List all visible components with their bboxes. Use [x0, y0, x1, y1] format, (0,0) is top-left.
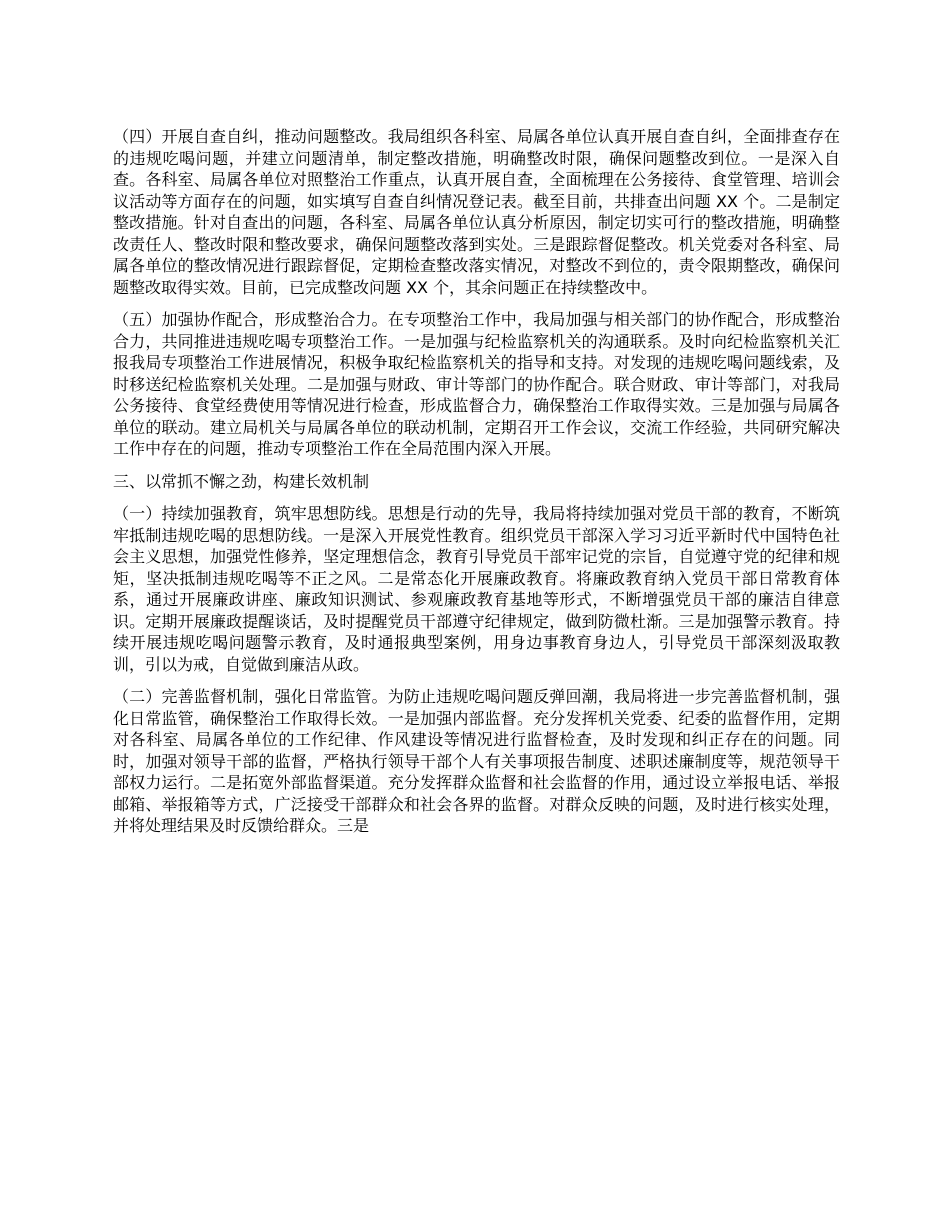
- paragraph-supervision: （二）完善监督机制，强化日常监管。为防止违规吃喝问题反弹回潮，我局将进一步完善监督机制，强化日常监管，确保整治工作取得长效。一是加强内部监督。充分发挥机关党委、纪委的监督作用，定期对各科室、局属各单位的工作纪律、作风建设等情况进行监督检查，及时发现和纠正存在的问题。同时，加强对领导干部的监督，严格执行领导干部个人有关事项报告制度、述职述廉制度等，规范领导干部权力运行。二是拓宽外部监督渠道。充分发挥群众监督和社会监督的作用，通过设立举报电话、举报邮箱、举报箱等方式，广泛接受干部群众和社会各界的监督。对群众反映的问题，及时进行核实处理，并将处理结果及时反馈给群众。三是: [113, 687, 840, 835]
- document-body: [113, 126, 840, 848]
- paragraph-education: （一）持续加强教育，筑牢思想防线。思想是行动的先导，我局将持续加强对党员干部的教育，不断筑牢抵制违规吃喝的思想防线。一是深入开展党性教育。组织党员干部深入学习习近平新时代中国特色社会主义思想，加强党性修养，坚定理想信念，教育引导党员干部牢记党的宗旨，自觉遵守党的纪律和规矩，坚决抵制违规吃喝等不正之风。二是常态化开展廉政教育。将廉政教育纳入党员干部日常教育体系，通过开展廉政讲座、廉政知识测试、参观廉政教育基地等形式，不断增强党员干部的廉洁自律意识。定期开展廉政提醒谈话，及时提醒党员干部遵守纪律规定，做到防微杜渐。三是加强警示教育。持续开展违规吃喝问题警示教育，及时通报典型案例，用身边事教育身边人，引导党员干部深刻汲取教训，引以为戒，自觉做到廉洁从政。: [113, 504, 840, 674]
- paragraph-cooperation: （五）加强协作配合，形成整治合力。在专项整治工作中，我局加强与相关部门的协作配合，形成整治合力，共同推进违规吃喝专项整治工作。一是加强与纪检监察机关的沟通联系。及时向纪检监察机关汇报我局专项整治工作进展情况，积极争取纪检监察机关的指导和支持。对发现的违规吃喝问题线索，及时移送纪检监察机关处理。二是加强与财政、审计等部门的协作配合。联合财政、审计等部门，对我局公务接待、食堂经费使用等情况进行检查，形成监督合力，确保整治工作取得实效。三是加强与局属各单位的联动。建立局机关与局属各单位的联动机制，定期召开工作会议，交流工作经验，共同研究解决工作中存在的问题，推动专项整治工作在全局范围内深入开展。: [113, 310, 840, 458]
- paragraph-self-inspection: （四）开展自查自纠，推动问题整改。我局组织各科室、局属各单位认真开展自查自纠，全面排查存在的违规吃喝问题，并建立问题清单，制定整改措施，明确整改时限，确保问题整改到位。一是深入自查。各科室、局属各单位对照整治工作重点，认真开展自查，全面梳理在公务接待、食堂管理、培训会议活动等方面存在的问题，如实填写自查自纠情况登记表。截至目前，共排查出问题 XX 个。二是制定整改措施。针对自查出的问题，各科室、局属各单位认真分析原因，制定切实可行的整改措施，明确整改责任人、整改时限和整改要求，确保问题整改落到实处。三是跟踪督促整改。机关党委对各科室、局属各单位的整改情况进行跟踪督促，定期检查整改落实情况，对整改不到位的，责令限期整改，确保问题整改取得实效。目前，已完成整改问题 XX 个，其余问题正在持续整改中。: [113, 127, 840, 297]
- section-heading-long-term-mechanism: 三、以常抓不懈之劲，构建长效机制: [113, 471, 370, 491]
